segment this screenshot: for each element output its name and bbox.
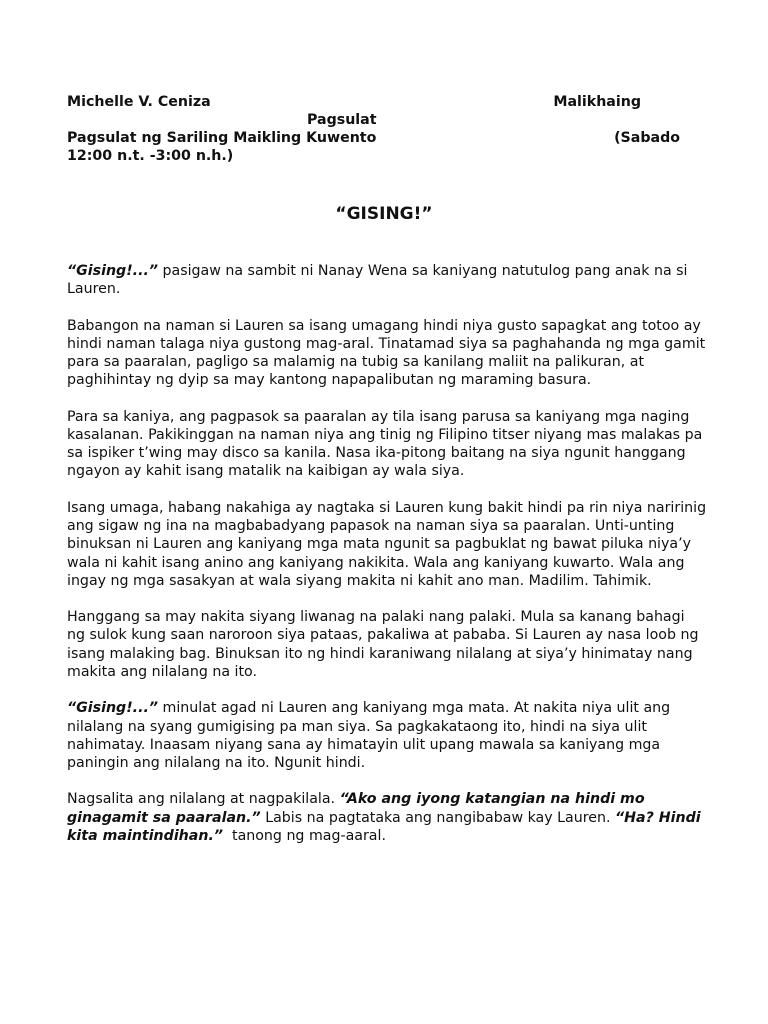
paragraph-2: Babangon na naman si Lauren sa isang umagang hindi niya gusto sapagkat ang totoo ay hindi naman talaga niya gustong mag-aral. Tinatamad siya sa paghahanda ng mga gamit para sa paaralan, pagligo sa malamig na tubig sa kanilang maliit na palikuran, at paghihintay ng dyip sa may kantong napapalibutan ng maraming basura. bbox=[67, 317, 706, 389]
paragraph-6 bbox=[67, 699, 707, 772]
paragraph-6-text: minulat agad ni Lauren ang kaniyang mga mata. At nakita niya ulit ang nilalang na syang gumigising pa man siya. Sa pagkakataong ito, hindi na siya ulit nahimatay. Inaasam niyang sana ay himatayin ulit upang mawala sa kaniyang mga paningin ang nilalang na ito. Ngunit hindi. bbox=[67, 700, 671, 771]
paragraph-7-quote-1: “Ako ang iyong katangian na hindi mo ginagamit sa paaralan.” bbox=[67, 791, 645, 826]
schedule-part1: (Sabado bbox=[614, 130, 680, 146]
story-body bbox=[67, 262, 707, 863]
paragraph-1-lead: “Gising!...” bbox=[67, 263, 158, 279]
paragraph-1 bbox=[67, 262, 707, 298]
assignment-name: Pagsulat ng Sariling Maikling Kuwento bbox=[67, 130, 377, 146]
header-row-4 bbox=[67, 147, 697, 165]
paragraph-7 bbox=[67, 790, 707, 845]
paragraph-4: Isang umaga, habang nakahiga ay nagtaka si Lauren kung bakit hindi pa rin niya naririnig ang sigaw ng ina na magbabadyang papasok na naman siya sa paaralan. Unti-unting binuksan ni Lauren ang kaniyang mga mata ngunit sa pagbuklat ng bawat piluka niya’y wala ni kahit isang anino ang kaniyang nakikita. Wala ang kaniyang kuwarto. Wala ang ingay ng mga sasakyan at wala siyang makita ni kahit ano man. Madilim. Tahimik. bbox=[67, 499, 707, 589]
paragraph-7-text-2: Labis na pagtataka ang nangibabaw kay Lauren. bbox=[260, 809, 615, 826]
header-row-2 bbox=[67, 111, 697, 129]
header-row-1 bbox=[67, 93, 697, 111]
paragraph-5: Hanggang sa may nakita siyang liwanag na palaki nang palaki. Mula sa kanang bahagi ng sulok kung saan naroroon siya pataas, pakaliwa at pababa. Si Lauren ay nasa loob ng isang malaking bag. Binuksan ito ng hindi karaniwang nilalang at siya’y hinimatay nang makita ang nilalang na ito. bbox=[67, 609, 699, 680]
header-row-3 bbox=[67, 129, 697, 147]
course-name-part2: Pagsulat bbox=[307, 112, 377, 128]
paragraph-7-text-3: tanong ng mag-aaral. bbox=[222, 827, 386, 844]
paragraph-1-text: pasigaw na sambit ni Nanay Wena sa kaniyang natutulog pang anak na si Lauren. bbox=[67, 263, 688, 298]
course-name-part1: Malikhaing bbox=[553, 94, 641, 110]
paragraph-6-lead: “Gising!...” bbox=[67, 700, 158, 717]
story-title: “GISING!” bbox=[335, 204, 433, 224]
paragraph-3: Para sa kaniya, ang pagpasok sa paaralan ay tila isang parusa sa kaniyang mga naging kasalanan. Pakikinggan na naman niya ang tinig ng Filipino titser niyang mas malakas pa sa ispiker t’wing may disco sa kanila. Nasa ika-pitong baitang na siya ngunit hanggang ngayon ay kahit isang matalik na kaibigan ay wala siya. bbox=[67, 408, 703, 480]
document-header bbox=[67, 93, 697, 165]
paragraph-7-text-1: Nagsalita ang nilalang at nagpakilala. bbox=[67, 791, 340, 808]
author-name: Michelle V. Ceniza bbox=[67, 94, 211, 110]
schedule-part2: 12:00 n.t. -3:00 n.h.) bbox=[67, 148, 234, 164]
paragraph-7-quote-2: “Ha? Hindi kita maintindihan.” bbox=[67, 809, 701, 844]
